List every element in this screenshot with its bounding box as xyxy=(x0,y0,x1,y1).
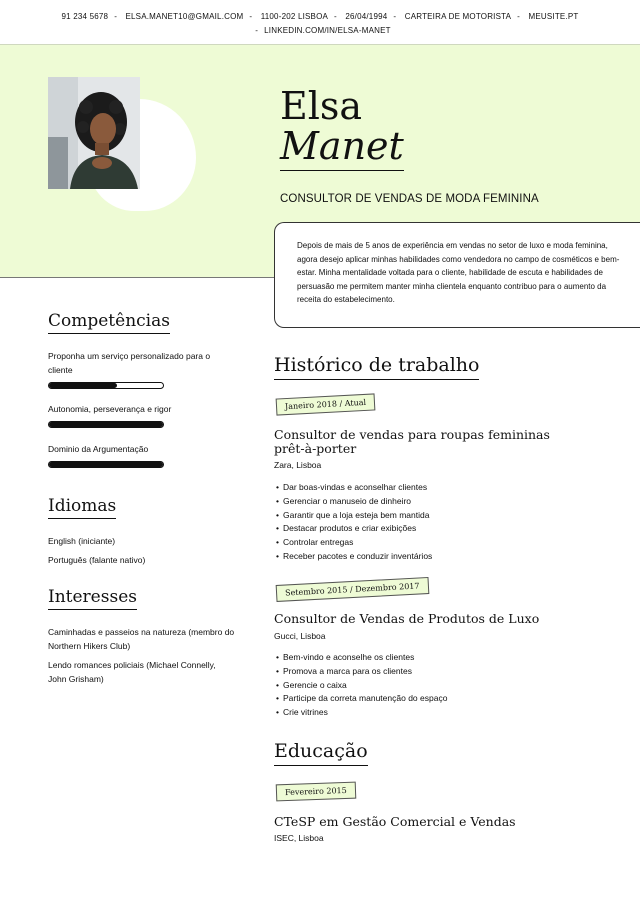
list-item: • Promova a marca para os clientes xyxy=(276,665,447,679)
date-tag: Fevereiro 2015 xyxy=(276,782,356,802)
summary-text: Depois de mais de 5 anos de experiência em vendas no setor de luxo e moda feminina, agora desejo aplicar minhas habilidades como vendedora no campo de cosméticos e bem-estar. Minha mentalidade voltada para o cliente, habilidade de escuta e habilidades de persuasão me permitem manter minha clientela enquanto contribuo para o aumento da receita do estabelecimento. xyxy=(297,241,620,304)
avatar-illustration xyxy=(48,77,140,189)
list-item: • Participe da correta manutenção do espaço xyxy=(276,692,447,706)
language-item: Português (falante nativo) xyxy=(48,555,146,565)
linkedin: LINKEDIN.COM/IN/ELSA-MANET xyxy=(264,26,391,35)
job-place: Zara, Lisboa xyxy=(274,460,322,470)
list-item: • Controlar entregas xyxy=(276,536,432,550)
school-place: ISEC, Lisboa xyxy=(274,833,324,843)
skill-label: Proponha um serviço personalizado para o cliente xyxy=(48,351,211,375)
skill-bar-fill xyxy=(49,383,117,388)
interests-title: Interesses xyxy=(48,586,137,610)
skill-bar xyxy=(48,421,164,428)
work-title: Histórico de trabalho xyxy=(274,352,479,380)
language-item: English (iniciante) xyxy=(48,536,116,546)
skills-title: Competências xyxy=(48,310,170,334)
job-duties xyxy=(276,651,447,720)
list-item: • Destacar produtos e criar exibições xyxy=(276,522,432,536)
job-title: Consultor de Vendas de Produtos de Luxo xyxy=(274,611,540,626)
list-item: • Bem-vindo e aconselhe os clientes xyxy=(276,651,447,665)
email: ELSA.MANET10@GMAIL.COM xyxy=(125,12,244,21)
skill-bar-fill xyxy=(49,422,163,427)
summary-box xyxy=(274,222,640,328)
skill-bar xyxy=(48,382,164,389)
avatar xyxy=(48,77,140,189)
list-item: • Crie vitrines xyxy=(276,706,447,720)
job-place: Gucci, Lisboa xyxy=(274,631,326,641)
list-item: • Receber pacotes e conduzir inventários xyxy=(276,550,432,564)
skill-bar-fill xyxy=(49,462,163,467)
job-duties xyxy=(276,481,432,564)
interest-item: Lendo romances policiais (Michael Connelly, John Grisham) xyxy=(48,660,216,684)
date-tag: Janeiro 2018 / Atual xyxy=(276,393,376,415)
skill-label: Autonomia, perseverança e rigor xyxy=(48,404,172,414)
education-title: Educação xyxy=(274,738,368,766)
profile-photo xyxy=(48,77,140,189)
list-item: • Gerencie o caixa xyxy=(276,679,447,693)
languages-title: Idiomas xyxy=(48,495,116,519)
contact-bar xyxy=(0,0,640,44)
job-title: Consultor de vendas para roupas femininas prêt-à-porter xyxy=(274,427,550,456)
last-name: Manet xyxy=(280,124,404,171)
skill-label: Dominio da Argumentação xyxy=(48,444,149,454)
list-item: • Dar boas-vindas e aconselhar clientes xyxy=(276,481,432,495)
website: MEUSITE.PT xyxy=(528,12,579,21)
job-role: CONSULTOR DE VENDAS DE MODA FEMININA xyxy=(280,193,539,205)
address: 1100-202 LISBOA xyxy=(260,12,329,21)
first-name: Elsa xyxy=(280,84,363,128)
list-item: • Gerenciar o manuseio de dinheiro xyxy=(276,495,432,509)
skill-bar xyxy=(48,461,164,468)
contact-line-1: 91 234 5678 - ELSA.MANET10@GMAIL.COM - 1100-202 LISBOA - 26/04/1994 - CARTEIRA DE MOTORISTA - MEUSITE.PT xyxy=(61,12,579,21)
birth-date: 26/04/1994 xyxy=(345,12,388,21)
phone: 91 234 5678 xyxy=(61,12,109,21)
interest-item: Caminhadas e passeios na natureza (membro do Northern Hikers Club) xyxy=(48,627,235,651)
date-tag: Setembro 2015 / Dezembro 2017 xyxy=(276,577,429,602)
degree-title: CTeSP em Gestão Comercial e Vendas xyxy=(274,814,516,829)
list-item: • Garantir que a loja esteja bem mantida xyxy=(276,509,432,523)
driver-license: CARTEIRA DE MOTORISTA xyxy=(404,12,512,21)
contact-line-2: - LINKEDIN.COM/IN/ELSA-MANET xyxy=(255,26,391,35)
